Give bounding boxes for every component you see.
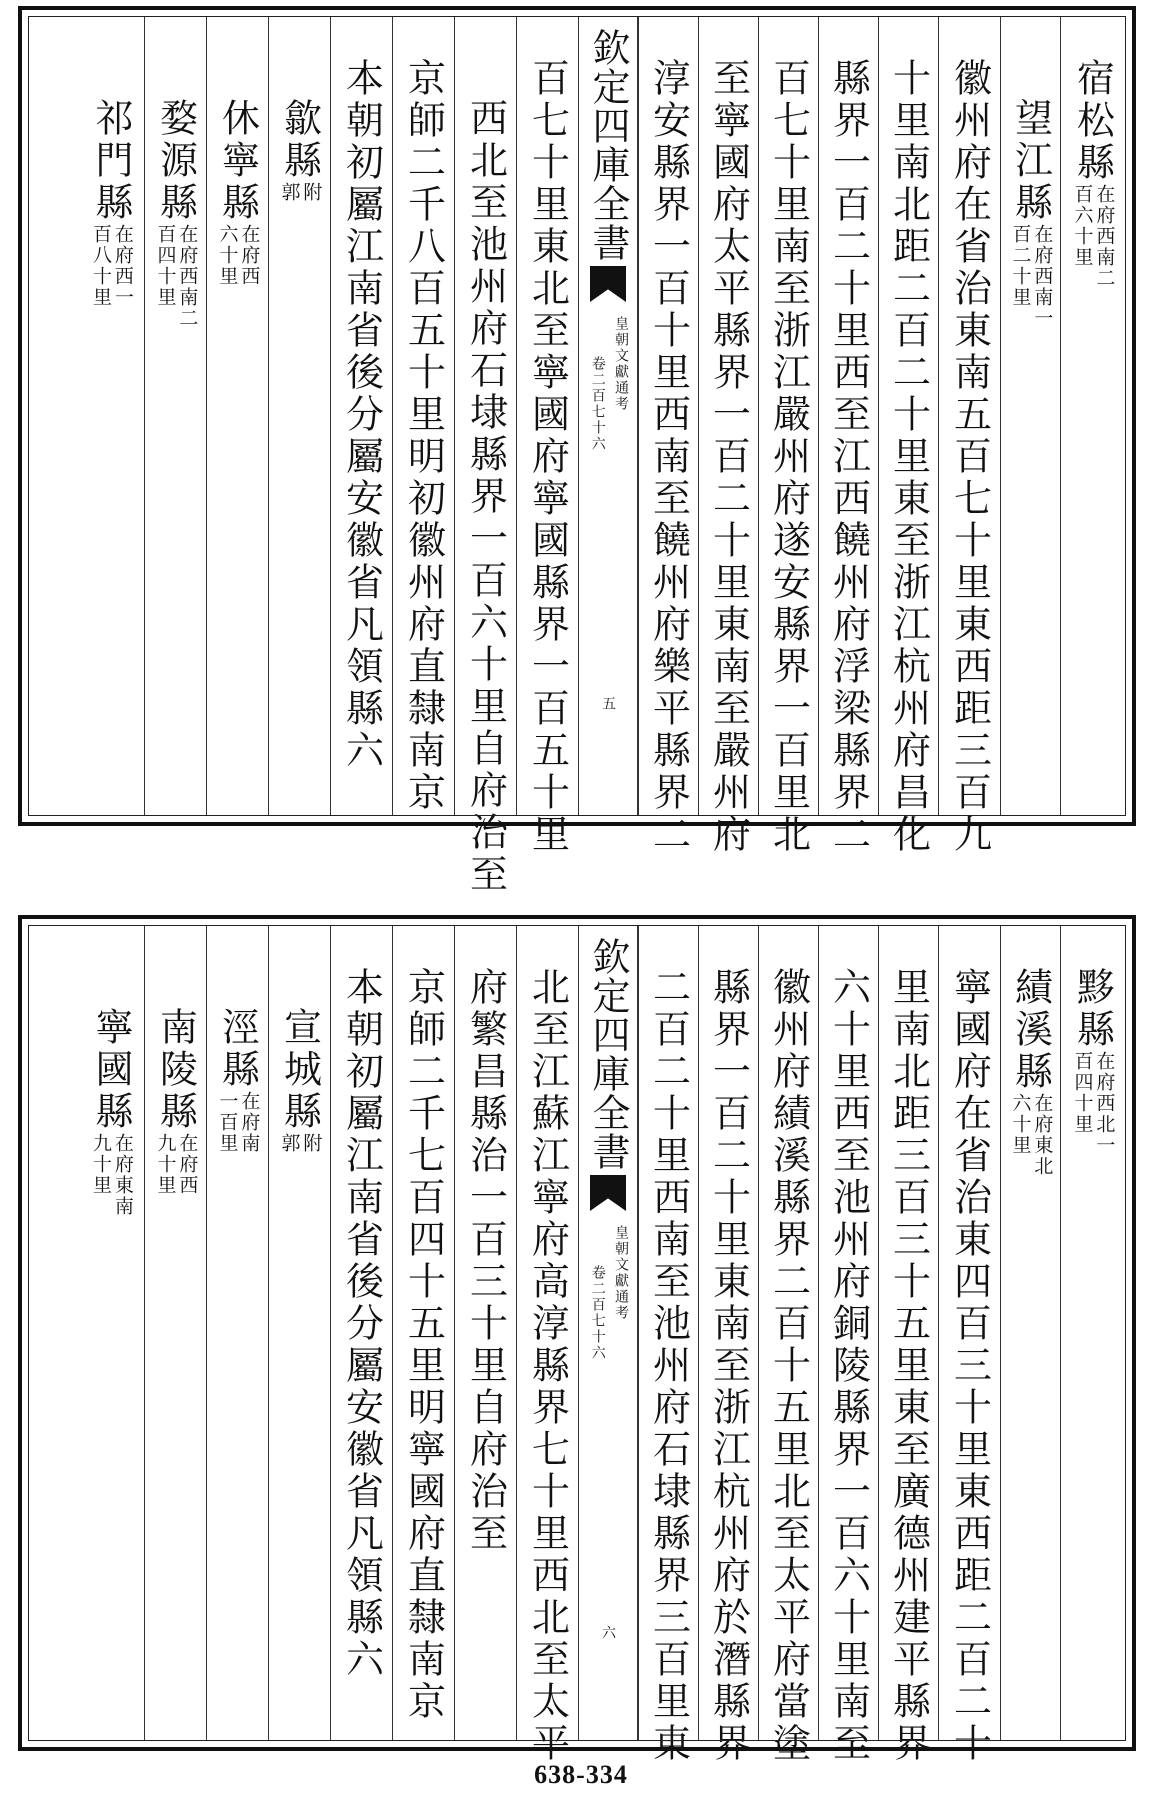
column [938, 16, 1000, 856]
county-name: 宣城縣 [277, 1007, 322, 1133]
text-line: 本朝初屬江南省後分屬安徽省凡領縣六 [339, 58, 384, 772]
column [878, 16, 938, 856]
entry [216, 16, 260, 816]
column [698, 925, 758, 1765]
entry [154, 16, 198, 816]
column [878, 925, 938, 1765]
column [1060, 16, 1124, 816]
volume-number: 卷二百七十六 [589, 1265, 606, 1361]
annotation-line: 一百里 [216, 1091, 239, 1154]
text-line: 二百二十里西南至池州府石埭縣界三百里東 [646, 967, 691, 1765]
county-name: 南陵縣 [153, 1007, 198, 1133]
page-number: 638-334 [534, 1760, 628, 1789]
column [268, 925, 330, 1741]
book-title: 欽定四庫全書 [586, 28, 630, 262]
annotation-line: 郭 [278, 1133, 301, 1154]
column [144, 925, 206, 1741]
fishtail-icon [590, 1175, 626, 1211]
annotation [154, 1133, 198, 1196]
text-line: 百七十里東北至寧國府寧國縣界一百五十里 [525, 58, 570, 856]
column [330, 925, 392, 1741]
entry [278, 16, 322, 816]
county-name: 婺源縣 [153, 98, 198, 224]
text-line: 本朝初屬江南省後分屬安徽省凡領縣六 [339, 967, 384, 1681]
annotation [89, 1133, 133, 1217]
entry [89, 925, 133, 1741]
annotation-line: 百六十里 [1071, 184, 1094, 268]
column [454, 16, 516, 896]
annotation-line: 附 [300, 1133, 323, 1154]
column [78, 16, 144, 816]
text-line: 百七十里南至浙江嚴州府遂安縣界一百里北 [766, 58, 811, 856]
column [818, 16, 878, 856]
annotation [89, 224, 133, 308]
annotation-line: 九十里 [90, 1133, 112, 1196]
annotation [278, 182, 322, 203]
column [1060, 925, 1124, 1741]
text-line: 至寧國府太平縣界一百二十里東南至嚴州府 [706, 58, 751, 856]
entry [1009, 925, 1053, 1741]
column [330, 16, 392, 816]
annotation-line: 百四十里 [154, 224, 177, 308]
annotation-line: 附 [300, 182, 323, 203]
entry [1071, 925, 1115, 1741]
column [938, 925, 1000, 1765]
column [758, 925, 818, 1765]
annotation-line: 百四十里 [1071, 1051, 1094, 1135]
annotation-line: 百二十里 [1009, 224, 1032, 308]
annotation-line: 在府東南 [111, 1133, 134, 1217]
column [698, 16, 758, 856]
annotation-line: 九十里 [154, 1133, 177, 1196]
text-line: 京師二千七百四十五里明寧國府直隸南京 [401, 967, 446, 1723]
entry [1071, 16, 1115, 816]
center-fold [578, 925, 638, 1741]
book-title: 欽定四庫全書 [586, 937, 630, 1171]
text-line: 徽州府績溪縣界二百十五里北至太平府當塗 [766, 967, 811, 1765]
text-line: 里南北距三百三十五里東至廣德州建平縣界 [886, 967, 931, 1765]
county-name: 績溪縣 [1008, 967, 1053, 1093]
column [454, 925, 516, 1741]
annotation-line: 在府西一 [111, 224, 134, 308]
column [638, 16, 698, 856]
source-title: 皇朝文獻通考 [613, 1225, 629, 1321]
volume-number: 卷二百七十六 [589, 356, 606, 452]
text-line: 縣界一百二十里東南至浙江杭州府於潛縣界 [706, 967, 751, 1765]
text-line: 西北至池州府石埭縣界一百六十里自府治至 [463, 98, 508, 896]
column [144, 16, 206, 816]
county-name: 寧國縣 [89, 1007, 133, 1133]
column [516, 925, 578, 1765]
source-title: 皇朝文獻通考 [613, 316, 629, 412]
column [392, 925, 454, 1741]
annotation [1071, 184, 1115, 289]
column [206, 925, 268, 1741]
annotation [278, 1133, 322, 1154]
fishtail-icon [590, 266, 626, 302]
entry [1009, 16, 1053, 816]
column [268, 16, 330, 816]
annotation-line: 在府西南二 [176, 224, 199, 329]
county-name: 宿松縣 [1070, 58, 1115, 184]
county-name: 望江縣 [1008, 98, 1053, 224]
column [392, 16, 454, 816]
annotation [216, 224, 260, 287]
column [78, 925, 144, 1741]
annotation [216, 1091, 260, 1154]
folio-number: 五 [600, 696, 616, 710]
annotation-line: 百八十里 [90, 224, 112, 308]
county-name: 涇縣 [215, 1007, 260, 1091]
folio-number: 六 [600, 1625, 616, 1639]
county-name: 休寧縣 [215, 98, 260, 224]
column [516, 16, 578, 856]
entry [278, 925, 322, 1741]
annotation [1009, 1093, 1053, 1177]
annotation [1071, 1051, 1115, 1156]
text-line: 淳安縣界一百十里西南至饒州府樂平縣界二 [646, 58, 691, 856]
annotation-line: 六十里 [1009, 1093, 1032, 1156]
column [206, 16, 268, 816]
text-line: 府繁昌縣治一百三十里自府治至 [463, 967, 508, 1555]
text-line: 北至江蘇江寧府高淳縣界七十里西北至太平 [525, 967, 570, 1765]
annotation-line: 在府西南二 [1093, 184, 1116, 289]
entry [216, 925, 260, 1741]
text-line: 縣界一百二十里西至江西饒州府浮梁縣界二 [826, 58, 871, 856]
column [638, 925, 698, 1765]
county-name: 歙縣 [277, 98, 322, 182]
county-name: 黟縣 [1070, 967, 1115, 1051]
annotation-line: 在府西 [238, 224, 261, 287]
text-line: 六十里西至池州府銅陵縣界一百六十里南至 [826, 967, 871, 1765]
annotation-line: 郭 [278, 182, 301, 203]
annotation-line: 六十里 [216, 224, 239, 287]
annotation-line: 在府西南一 [1031, 224, 1054, 329]
annotation [1009, 224, 1053, 329]
column [1000, 925, 1060, 1741]
center-fold [578, 16, 638, 816]
column [1000, 16, 1060, 816]
annotation-line: 在府西 [176, 1133, 199, 1196]
column [818, 925, 878, 1765]
annotation [154, 224, 198, 329]
page-lower [18, 915, 1136, 1765]
page-upper [18, 6, 1136, 896]
county-name: 祁門縣 [89, 98, 133, 224]
text-line: 十里南北距二百二十里東至浙江杭州府昌化 [886, 58, 931, 856]
annotation-line: 在府西北一 [1093, 1051, 1116, 1156]
annotation-line: 在府南 [238, 1091, 261, 1154]
text-line: 徽州府在省治東南五百七十里東西距三百九 [947, 58, 992, 856]
text-line: 寧國府在省治東四百三十里東西距二百二十 [947, 967, 992, 1765]
entry [154, 925, 198, 1741]
annotation-line: 在府東北 [1031, 1093, 1054, 1177]
column [758, 16, 818, 856]
text-line: 京師二千八百五十里明初徽州府直隸南京 [401, 58, 446, 814]
entry [89, 16, 133, 816]
